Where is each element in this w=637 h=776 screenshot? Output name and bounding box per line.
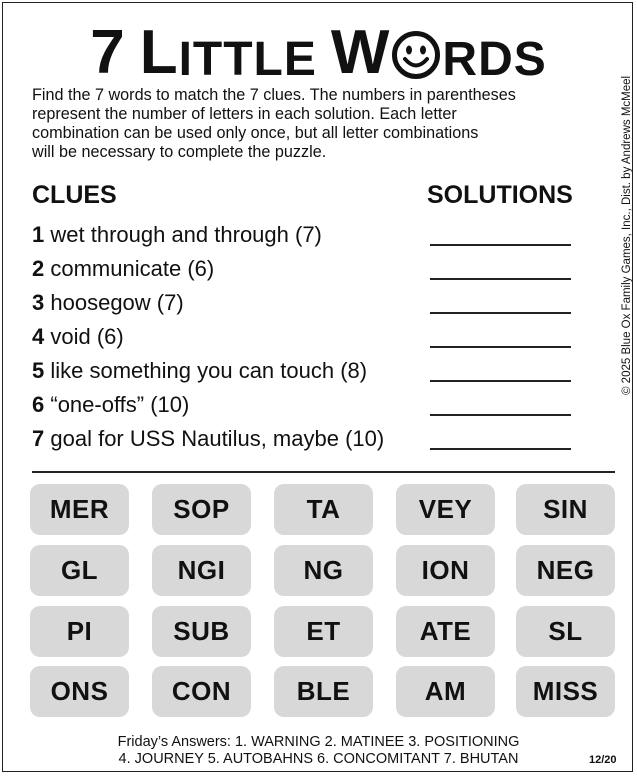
solution-blank-6[interactable] xyxy=(430,414,571,416)
letter-tile[interactable]: VEY xyxy=(396,484,495,535)
previous-answers-line: 4. JOURNEY 5. AUTOBAHNS 6. CONCOMITANT 7. BHUTAN xyxy=(118,751,519,767)
divider xyxy=(32,471,615,473)
clues-header: CLUES xyxy=(32,181,117,209)
clue-number: 4 xyxy=(32,324,45,349)
clue-number: 6 xyxy=(32,392,45,417)
clue-text: void (6) xyxy=(50,324,124,349)
clue-text: communicate (6) xyxy=(50,256,215,281)
puzzle-date: 12/20 xyxy=(589,754,617,766)
letter-tile[interactable]: ET xyxy=(274,606,373,657)
letter-tile[interactable]: BLE xyxy=(274,666,373,717)
puzzle-title xyxy=(0,14,637,87)
letter-tile[interactable]: MER xyxy=(30,484,129,535)
letter-tile[interactable]: NGI xyxy=(152,545,251,596)
letter-tile[interactable]: CON xyxy=(152,666,251,717)
solution-blank-1[interactable] xyxy=(430,244,571,246)
title-word1-rest: ITTLE xyxy=(178,33,317,86)
clue-number: 3 xyxy=(32,290,45,315)
clue-number: 5 xyxy=(32,358,45,383)
title-word2-rest: RDS xyxy=(442,33,547,86)
instructions-line: Find the 7 words to match the 7 clues. The numbers in parentheses xyxy=(32,86,516,104)
clue-number: 1 xyxy=(32,222,45,247)
letter-tile[interactable]: NG xyxy=(274,545,373,596)
solution-blank-4[interactable] xyxy=(430,346,571,348)
title-word2-cap: W xyxy=(330,18,391,87)
letter-tile[interactable]: ION xyxy=(396,545,495,596)
clue-3 xyxy=(32,290,572,320)
clue-4 xyxy=(32,324,572,354)
solution-blank-2[interactable] xyxy=(430,278,571,280)
clue-5 xyxy=(32,358,572,388)
instructions-line: will be necessary to complete the puzzle. xyxy=(32,143,327,161)
clue-text: wet through and through (7) xyxy=(50,222,322,247)
solution-blank-7[interactable] xyxy=(430,448,571,450)
letter-tile[interactable]: PI xyxy=(30,606,129,657)
solution-blank-5[interactable] xyxy=(430,380,571,382)
letter-tile[interactable]: NEG xyxy=(516,545,615,596)
letter-tile[interactable]: TA xyxy=(274,484,373,535)
clue-text: like something you can touch (8) xyxy=(50,358,368,383)
clue-1 xyxy=(32,222,572,252)
previous-answers xyxy=(0,734,637,768)
solutions-header: SOLUTIONS xyxy=(427,181,573,209)
clue-text: “one-offs” (10) xyxy=(50,392,190,417)
smiley-face-icon xyxy=(391,30,441,80)
letter-tile[interactable]: ONS xyxy=(30,666,129,717)
instructions xyxy=(32,86,622,162)
instructions-line: combination can be used only once, but all letter combinations xyxy=(32,124,479,142)
clue-2 xyxy=(32,256,572,286)
clue-text: hoosegow (7) xyxy=(50,290,184,315)
letter-tile[interactable]: SOP xyxy=(152,484,251,535)
solution-blank-3[interactable] xyxy=(430,312,571,314)
clue-number: 2 xyxy=(32,256,45,281)
letter-tile[interactable]: SIN xyxy=(516,484,615,535)
copyright-notice: © 2025 Blue Ox Family Games, Inc., Dist. by Andrews McMeel xyxy=(621,75,633,395)
letter-tile[interactable]: AM xyxy=(396,666,495,717)
letter-tile[interactable]: MISS xyxy=(516,666,615,717)
clue-text: goal for USS Nautilus, maybe (10) xyxy=(50,426,385,451)
letter-tile[interactable]: SUB xyxy=(152,606,251,657)
letter-tile[interactable]: GL xyxy=(30,545,129,596)
clue-6 xyxy=(32,392,572,422)
title-word1-cap: L xyxy=(139,18,179,87)
clue-7 xyxy=(32,426,572,456)
title-number: 7 xyxy=(90,18,126,87)
letter-tile[interactable]: SL xyxy=(516,606,615,657)
letter-tile[interactable]: ATE xyxy=(396,606,495,657)
clue-number: 7 xyxy=(32,426,45,451)
instructions-line: represent the number of letters in each solution. Each letter xyxy=(32,105,457,123)
previous-answers-line: Friday’s Answers: 1. WARNING 2. MATINEE 3. POSITIONING xyxy=(117,734,520,750)
